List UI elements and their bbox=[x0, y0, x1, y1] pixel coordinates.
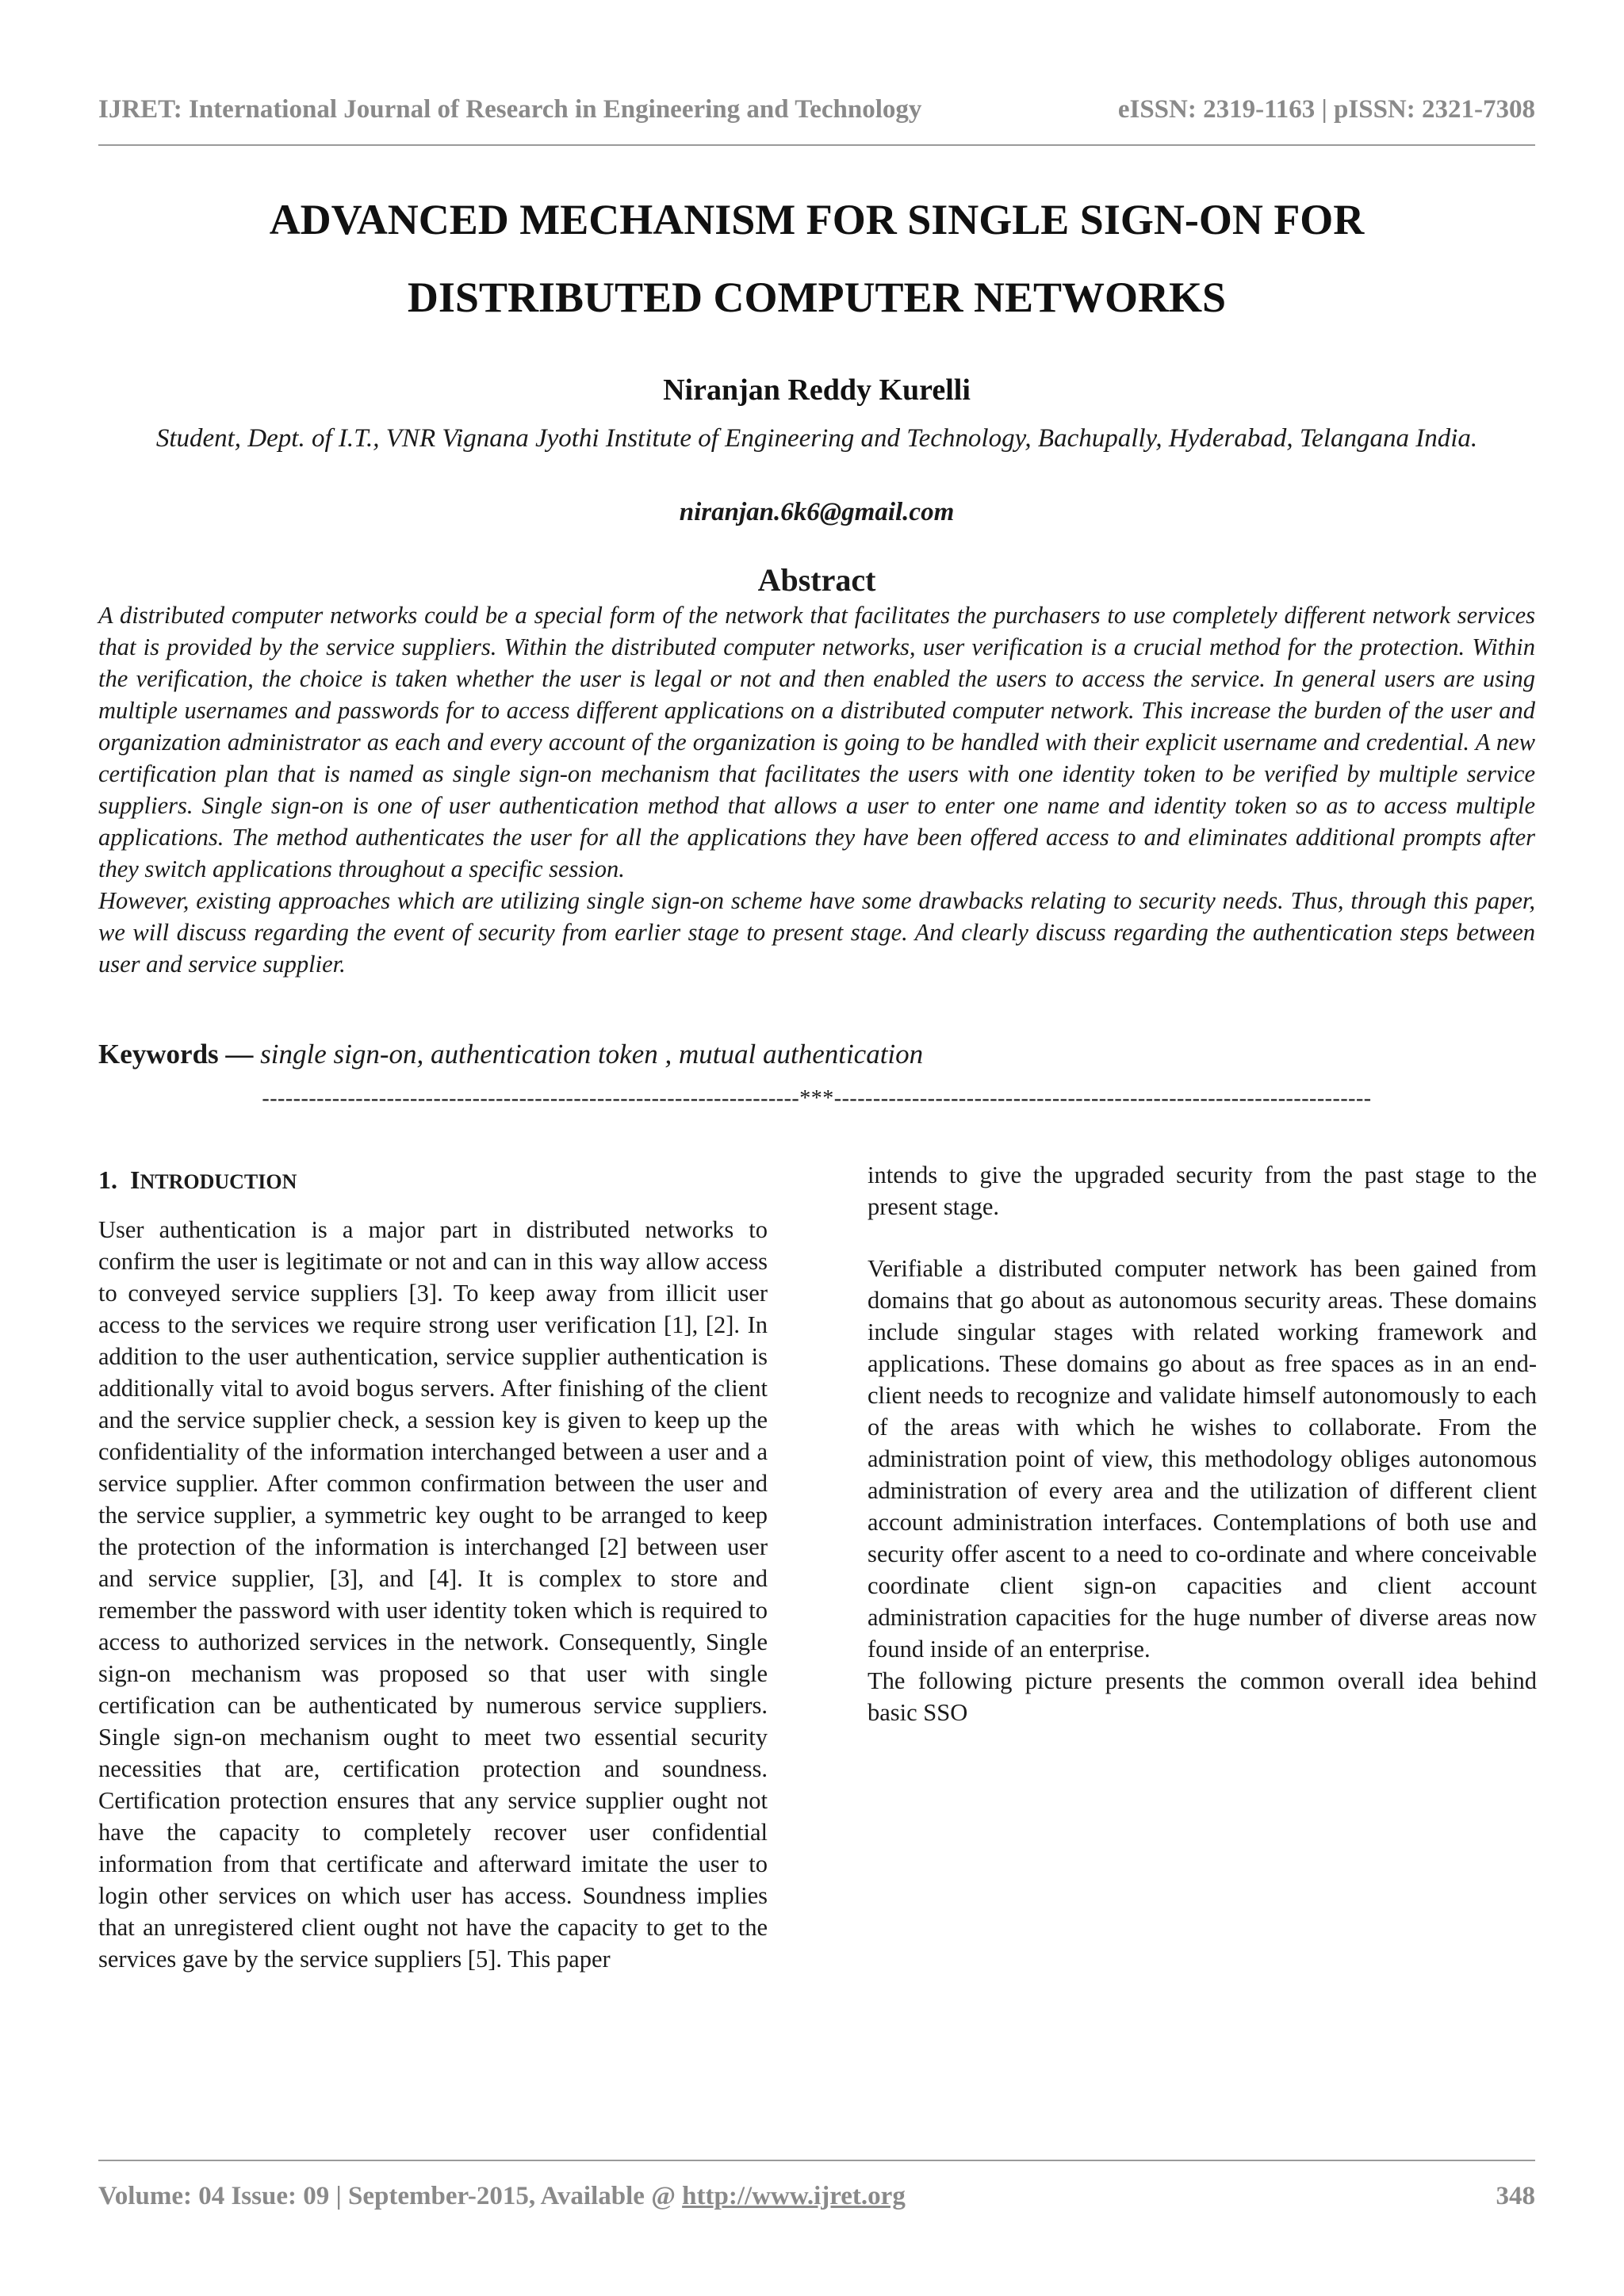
left-column bbox=[98, 1164, 768, 1975]
title-line-2: DISTRIBUTED COMPUTER NETWORKS bbox=[407, 274, 1227, 321]
abstract-paragraph-1: A distributed computer networks could be a special form of the network that facilitates the purchasers to use completely different network services that is provided by the service suppliers. Within the distributed computer networks, user verification is a crucial method for the protection. Within the verification, the choice is taken whether the user is legal or not and then enabled the users to access the service. In general users are using multiple usernames and passwords for to access different applications on a distributed computer network. This increase the burden of the user and organization administrator as each and every account of the organization is going to be handled with their explicit username and credential. A new certification plan that is named as single sign-on mechanism that facilitates the users with one identity token to be verified by multiple service suppliers. Single sign-on is one of user authentication method that allows a user to enter one name and identity token so as to access multiple applications. The method authenticates the user for all the applications they have been offered access to and eliminates additional prompts after they switch applications throughout a specific session. bbox=[98, 602, 1535, 882]
author-name: Niranjan Reddy Kurelli bbox=[663, 373, 971, 407]
journal-name: IJRET: International Journal of Research in Engineering and Technology bbox=[98, 95, 922, 124]
footer-volume-text: Volume: 04 Issue: 09 | September-2015, Available @ bbox=[98, 2182, 683, 2210]
keywords-text: single sign-on, authentication token , mutual authentication bbox=[260, 1039, 924, 1070]
abstract-heading: Abstract bbox=[757, 562, 876, 598]
page-number: 348 bbox=[1496, 2182, 1535, 2210]
abstract-paragraph-2: However, existing approaches which are utilizing single sign-on scheme have some drawbacks relating to security needs. Thus, through this paper, we will discuss regarding the event of security from earlier stage to present stage. And clearly discuss regarding the authentication steps between user and service supplier. bbox=[98, 887, 1535, 978]
footer-rule bbox=[98, 2160, 1535, 2161]
keywords-label: Keywords — bbox=[98, 1039, 254, 1070]
paragraph-gap bbox=[868, 1223, 1537, 1253]
keywords-line bbox=[98, 1039, 1535, 1070]
footer-volume bbox=[98, 2182, 906, 2211]
section-separator: ---------------------------------------------------------------------***--------------------------------------------------------------------- bbox=[262, 1086, 1372, 1111]
right-column bbox=[868, 1159, 1537, 1728]
intro-paragraph-1: User authentication is a major part in distributed networks to confirm the user is legitimate or not and can in this way allow access to conveyed service suppliers [3]. To keep away from illicit user access to the services we require strong user verification [1], [2]. In addition to the user authentication, service supplier authentication is additionally vital to avoid bogus servers. After finishing of the client and the service supplier check, a session key is given to keep up the confidentiality of the information interchanged between a user and a service supplier. After common confirmation between the user and the service supplier, a symmetric key ought to be arranged to keep the protection of the information is interchanged [2] between user and service supplier, [3], and [4]. It is complex to store and remember the password with user identity token which is required to access to authorized services in the network. Consequently, Single sign-on mechanism was proposed so that user with single certification can be authenticated by numerous service suppliers. Single sign-on mechanism ought to meet two essential security necessities that are, certification protection and soundness. Certification protection ensures that any service supplier ought not have the capacity to completely recover user confidential information from that certificate and afterward imitate the user to login other services on which user has access. Soundness implies that an unregistered client ought not have the capacity to get to the services gave by the service suppliers [5]. This paper bbox=[98, 1216, 768, 1973]
intro-paragraph-2: Verifiable a distributed computer network has been gained from domains that go about as autonomous security areas. These domains include singular stages with related working framework and applications. These domains go about as free spaces as in an end-client needs to recognize and validate himself autonomously to each of the areas with which he wishes to collaborate. From the administration point of view, this methodology obliges autonomous administration of every area and the utilization of different client account administration interfaces. Contemplations of both use and security offer ascent to a need to co-ordinate and where conceivable coordinate client sign-on capacities and client account administration capacities for the huge number of diverse areas now found inside of an enterprise. bbox=[868, 1255, 1537, 1663]
running-footer bbox=[98, 2182, 1535, 2211]
section-number: 1. bbox=[98, 1165, 117, 1194]
section-title-initial: I bbox=[130, 1165, 140, 1194]
issn-numbers: eISSN: 2319-1163 | pISSN: 2321-7308 bbox=[1117, 95, 1535, 124]
section-heading-introduction bbox=[98, 1164, 768, 1198]
title-line-1: ADVANCED MECHANISM FOR SINGLE SIGN-ON FOR bbox=[269, 196, 1365, 243]
paper-title bbox=[98, 181, 1535, 336]
intro-paragraph-3: The following picture presents the common overall idea behind basic SSO bbox=[868, 1667, 1537, 1726]
section-title-rest: NTRODUCTION bbox=[140, 1170, 297, 1193]
running-header bbox=[98, 95, 1535, 124]
journal-website-link[interactable]: http://www.ijret.org bbox=[682, 2182, 906, 2210]
author-affiliation: Student, Dept. of I.T., VNR Vignana Jyothi Institute of Engineering and Technology, Bachupally, Hyderabad, Telangana India. bbox=[155, 424, 1478, 453]
abstract-body bbox=[98, 599, 1535, 980]
author-email: niranjan.6k6@gmail.com bbox=[679, 498, 955, 526]
header-rule bbox=[98, 144, 1535, 146]
intro-paragraph-continued: intends to give the upgraded security from the past stage to the present stage. bbox=[868, 1161, 1537, 1220]
